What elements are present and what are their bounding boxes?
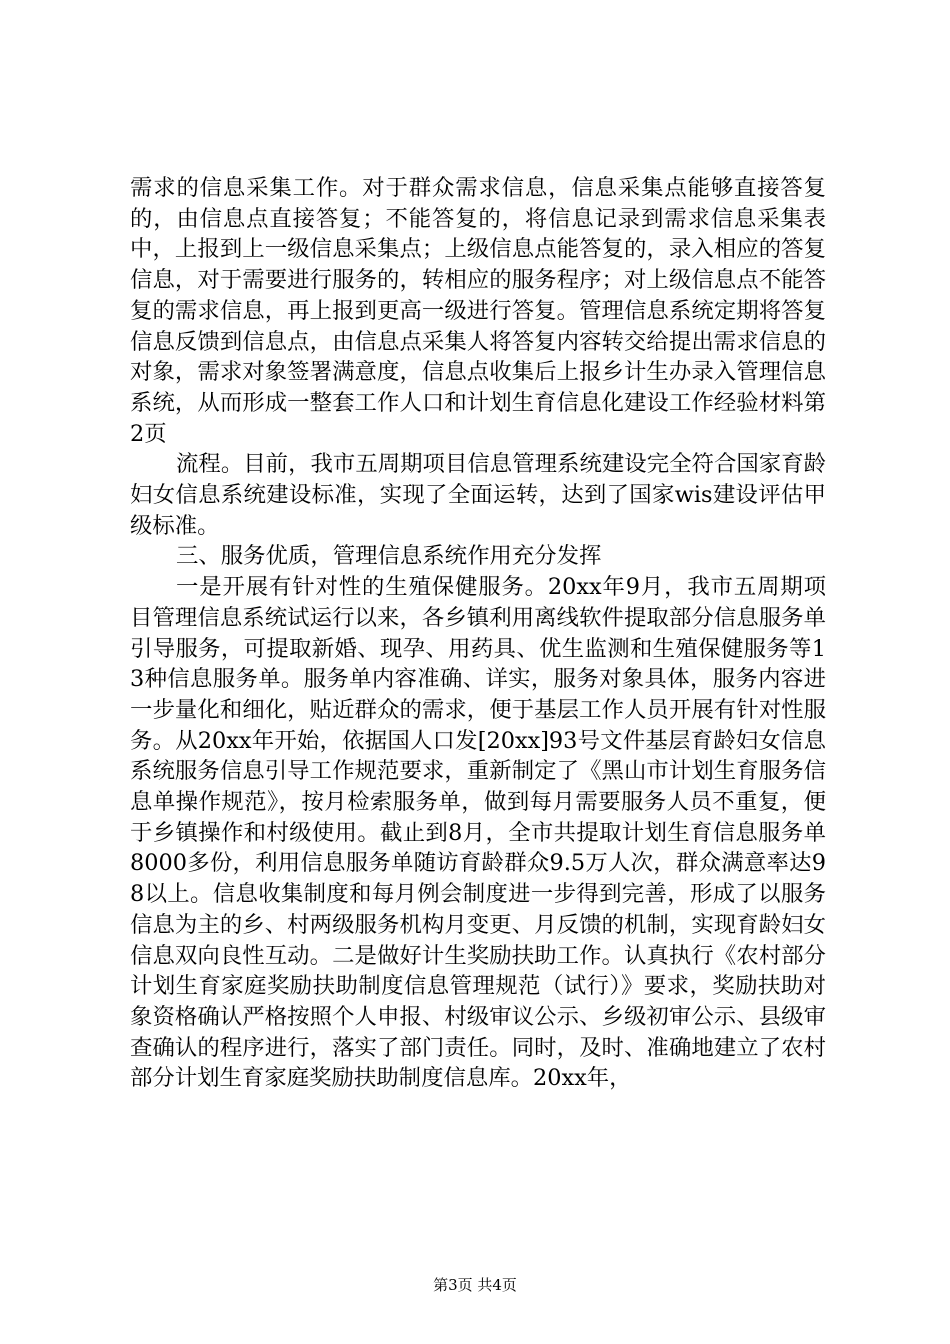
paragraph-progress: 流程。目前，我市五周期项目信息管理系统建设完全符合国家育龄妇女信息系统建设标准，实现了全面运转，达到了国家wis建设评估甲级标准。 <box>130 451 826 539</box>
section-heading: 三、服务优质，管理信息系统作用充分发挥 <box>176 543 602 570</box>
paragraph-continuation: 需求的信息采集工作。对于群众需求信息，信息采集点能够直接答复的，由信息点直接答复；不能答复的，将信息记录到需求信息采集表中，上报到上一级信息采集点；上级信息点能答复的，录入相应的答复信息，对于需要进行服务的，转相应的服务程序；对上级信息点不能答复的需求信息，再上报到更高一级进行答复。管理信息系统定期将答复信息反馈到信息点，由信息点采集人将答复内容转交给提出需求信息的对象，需求对象签署满意度，信息点收集后上报乡计生办录入管理信息系统，从而形成一整套工作人口和计划生育信息化建设工作经验材料第2页 <box>130 175 826 447</box>
paragraph-services: 一是开展有针对性的生殖保健服务。20xx年9月，我市五周期项目管理信息系统试运行以来，各乡镇利用离线软件提取部分信息服务单引导服务，可提取新婚、现孕、用药具、优生监测和生殖保健服务等13种信息服务单。服务单内容准确、详实，服务对象具体，服务内容进一步量化和细化，贴近群众的需求，便于基层工作人员开展有针对性服务。从20xx年开始，依据国人口发[20xx]93号文件基层育龄妇女信息系统服务信息引导工作规范要求，重新制定了《黑山市计划生育服务信息单操作规范》，按月检索服务单，做到每月需要服务人员不重复，便于乡镇操作和村级使用。截止到8月，全市共提取计划生育信息服务单8000多份，利用信息服务单随访育龄群众9.5万人次，群众满意率达98以上。信息收集制度和每月例会制度进一步得到完善，形成了以服务信息为主的乡、村两级服务机构月变更、月反馈的机制，实现育龄妇女信息双向良性互动。二是做好计生奖励扶助工作。认真执行《农村部分计划生育家庭奖励扶助制度信息管理规范（试行）》要求，奖励扶助对象资格确认严格按照个人申报、村级审议公示、乡级初审公示、县级审查确认的程序进行，落实了部门责任。同时，及时、准确地建立了农村部分计划生育家庭奖励扶助制度信息库。20xx年， <box>130 574 826 1092</box>
page-footer: 第3页 共4页 <box>433 1276 517 1294</box>
document-body <box>130 173 826 1094</box>
